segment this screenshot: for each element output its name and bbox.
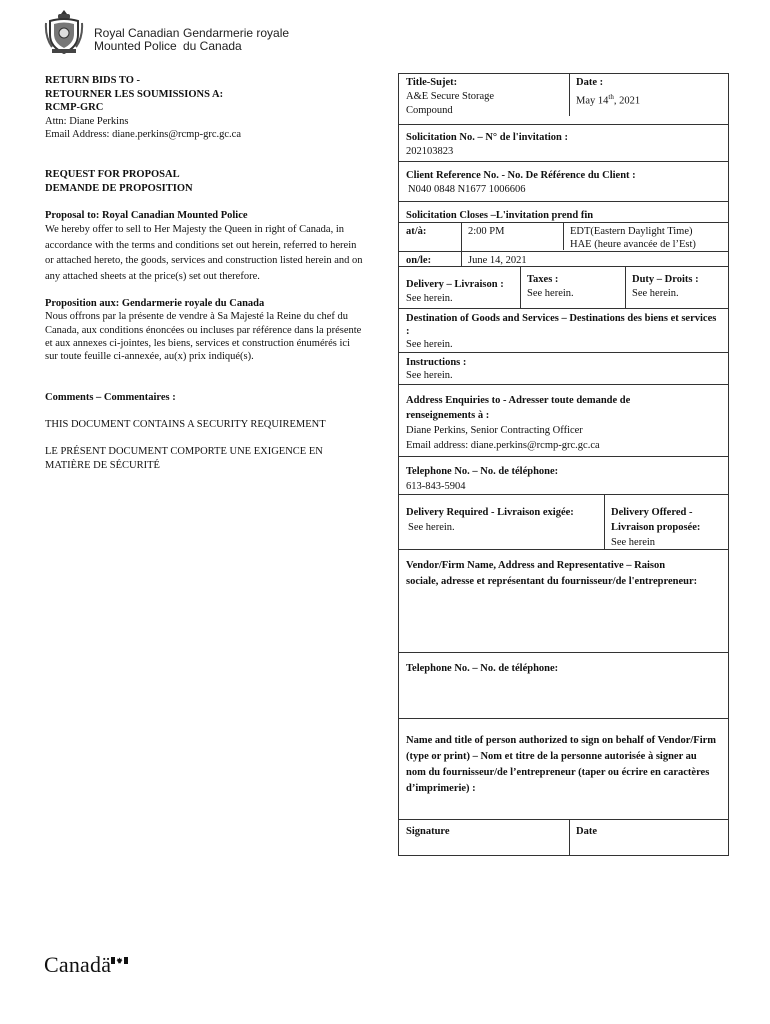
return-line-1: RETURN BIDS TO -	[45, 75, 141, 86]
rcmp-crest-icon	[44, 9, 84, 55]
title-value-1: A&E Secure Storage	[406, 91, 495, 102]
telephone-label: Telephone No. – No. de téléphone:	[406, 466, 559, 477]
agency-en-line1: Royal Canadian	[94, 26, 180, 40]
client-ref-label: Client Reference No. - No. De Référence du Client :	[406, 170, 636, 181]
timezone	[563, 223, 696, 251]
proposition-aux: Proposition aux: Gendarmerie royale du Canada	[45, 298, 265, 309]
agency-name	[94, 27, 289, 52]
comments-label: Comments – Commentaires :	[45, 392, 176, 403]
proposal-block	[45, 209, 365, 284]
client-ref-box	[398, 161, 729, 202]
enquiries-name: Diane Perkins, Senior Contracting Officer	[406, 425, 583, 436]
authorized-box[interactable]	[398, 718, 729, 820]
title-value-2: Compound	[406, 105, 453, 116]
security-notice-en: THIS DOCUMENT CONTAINS A SECURITY REQUIREMENT	[45, 419, 326, 430]
vendor-box[interactable]	[398, 549, 729, 653]
vendor-telephone-label: Telephone No. – No. de téléphone:	[406, 663, 559, 674]
email-line: Email Address: diane.perkins@rcmp-grc.gc.ca	[45, 129, 241, 141]
proposition-block	[45, 297, 365, 363]
delivery-req-off-box	[398, 494, 729, 550]
taxes-label: Taxes :	[527, 274, 559, 285]
closes-box	[398, 201, 729, 267]
canada-flag-icon	[111, 957, 128, 964]
rfp-fr: DEMANDE DE PROPOSITION	[45, 182, 193, 194]
solicitation-box	[398, 124, 729, 162]
proposal-to: Proposal to: Royal Canadian Mounted Police	[45, 210, 248, 221]
vendor-label: Vendor/Firm Name, Address and Representative – Raison sociale, adresse et représentant du fournisseur/de l'entrepreneur:	[406, 560, 698, 587]
taxes-value: See herein.	[527, 288, 574, 299]
enquiries-label: Address Enquiries to - Adresser toute demande de renseignements à :	[406, 395, 631, 421]
client-ref-value: N040 0848 N1677 1006606	[408, 184, 526, 195]
rfp-en: REQUEST FOR PROPOSAL	[45, 169, 180, 180]
attn-line: Attn: Diane Perkins	[45, 115, 129, 127]
delivery-cell	[399, 276, 504, 306]
solicitation-label: Solicitation No. – N° de l'invitation :	[406, 132, 568, 143]
return-line-2: RETOURNER LES SOUMISSIONS A:	[45, 88, 224, 100]
telephone-box	[398, 456, 729, 495]
telephone-value: 613-843-5904	[406, 481, 466, 492]
canada-wordmark: Canadä	[44, 952, 112, 977]
security-notice-fr: LE PRÉSENT DOCUMENT COMPORTE UNE EXIGENCE EN MATIÈRE DE SÉCURITÉ	[45, 446, 323, 471]
proposal-body: We hereby offer to sell to Her Majesty the Queen in right of Canada, in accordance with the terms and conditions set out herein, referred to herein or attached hereto, the goods, services and construction listed herein and on any attached sheets at the price(s) set out therefore.	[45, 224, 363, 282]
date-value: May 14th, 2021	[576, 93, 641, 107]
duty-cell	[625, 271, 699, 301]
instructions-value: See herein.	[406, 370, 453, 381]
enquiries-email: Email address: diane.perkins@rcmp-grc.gc.ca	[406, 440, 600, 451]
proposition-body: Nous offrons par la présente de vendre à Sa Majesté la Reine du chef du Canada, aux conditions énoncées ou incluses par référence dans la présente et aux annexes ci-jointes, les biens, services et construction énumérés ici sur toute feuille ci-annexée, au(x) prix indiqué(s).	[45, 311, 362, 363]
vendor-telephone-box[interactable]	[398, 652, 729, 719]
closes-label: Solicitation Closes –L'invitation prend fin	[406, 210, 594, 221]
title-date-box	[398, 73, 729, 125]
delivery-offered-label-1: Delivery Offered -	[611, 507, 693, 518]
duty-label: Duty – Droits :	[632, 274, 699, 285]
delivery-offered-value: See herein	[611, 537, 656, 548]
on-date: June 14, 2021	[468, 255, 527, 266]
duty-value: See herein.	[632, 288, 679, 299]
on-label: on/le:	[406, 255, 432, 266]
destination-label: Destination of Goods and Services – Destinations des biens et services :	[406, 313, 717, 337]
agency-en-line2: Mounted Police	[94, 38, 177, 53]
delivery-label: Delivery – Livraison :	[406, 279, 504, 290]
date-cell	[569, 74, 640, 109]
agency-fr-line2: du Canada	[183, 38, 242, 53]
return-line-3: RCMP-GRC	[45, 102, 104, 114]
delivery-taxes-duty-box	[398, 266, 729, 309]
delivery-required-cell	[399, 503, 574, 535]
tz-en: EDT(Eastern Daylight Time)	[570, 226, 693, 237]
signature-field[interactable]: Signature	[406, 826, 450, 837]
destination-value: See herein.	[406, 339, 453, 350]
agency-fr-line1: Gendarmerie royale	[183, 26, 290, 40]
authorized-label: Name and title of person authorized to sign on behalf of Vendor/Firm (type or print) – Nom et titre de la personne autorisée à signer au nom du fournisseur/de l’entrepreneur (taper ou écrire en caractères d’imprimerie) :	[406, 735, 717, 794]
date-label: Date :	[576, 77, 604, 88]
instructions-label: Instructions :	[406, 357, 467, 368]
destination-box	[398, 308, 729, 353]
sig-date-field[interactable]: Date	[576, 826, 597, 837]
solicitation-value: 202103823	[406, 146, 454, 157]
delivery-required-label: Delivery Required - Livraison exigée:	[406, 507, 574, 518]
rfp-heading	[45, 168, 365, 195]
delivery-required-value: See herein.	[408, 522, 455, 533]
instructions-box	[398, 352, 729, 385]
at-time: 2:00 PM	[468, 226, 505, 237]
title-label: Title-Sujet:	[406, 77, 458, 88]
delivery-offered-label-2: Livraison proposée:	[611, 522, 701, 533]
tz-fr: HAE (heure avancée de l’Est)	[570, 239, 696, 250]
delivery-offered-cell	[604, 503, 700, 550]
taxes-cell	[520, 271, 574, 301]
delivery-value: See herein.	[406, 293, 453, 304]
signature-box	[398, 819, 729, 856]
enquiries-box	[398, 384, 729, 457]
at-label: at/à:	[406, 226, 427, 237]
title-cell	[399, 74, 569, 118]
return-bids-block	[45, 74, 365, 142]
